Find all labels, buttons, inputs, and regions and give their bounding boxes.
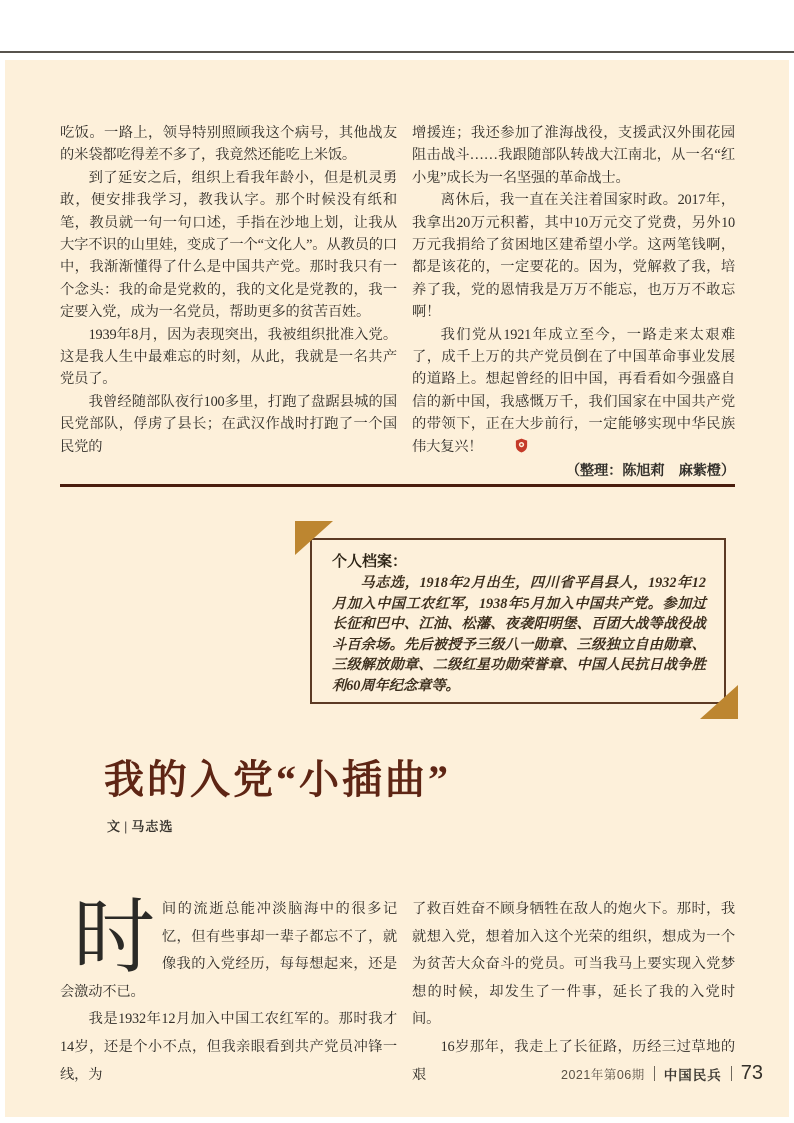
end-of-article-seal-icon	[486, 438, 499, 453]
footer-magazine-name: 中国民兵	[663, 1067, 722, 1083]
byline	[107, 816, 173, 835]
paragraph	[412, 324, 735, 458]
section-divider-rule	[60, 484, 735, 487]
paragraph: 吃饭。一路上，领导特别照顾我这个病号，其他战友的米袋都吃得差不多了，我竟然还能吃上米饭。	[60, 125, 397, 164]
bottom-article-right-column	[412, 896, 735, 1089]
byline-divider: |	[124, 819, 129, 834]
paragraph: 了救百姓奋不顾身牺牲在敌人的炮火下。那时，我就想入党，想着加入这个光荣的组织，想成为一个为贫苦大众奋斗的党员。可当我马上要实现入党梦想的时候，却发生了一件事，延长了我的入党时间。	[412, 901, 735, 1028]
top-article-left-column	[60, 122, 397, 458]
paragraph: 增援连；我还参加了淮海战役，支援武汉外围花园阻击战斗……我跟随部队转战大江南北，从一名“红小鬼”成长为一名坚强的革命战士。	[412, 125, 735, 186]
editor-credit: （整理：陈旭莉 麻紫橙）	[565, 463, 735, 480]
paragraph: 1939年8月，因为表现突出，我被组织批准入党。这是我人生中最难忘的时刻，从此，我就是一名共产党员了。	[60, 326, 397, 388]
paragraph: 离休后，我一直在关注着国家时政。2017年，我拿出20万元积蓄，其中10万元交了党费，另外10万元我捐给了贫困地区建希望小学。这两笔钱啊，都是该花的，一定要花的。因为，党解救了我，培养了我，党的恩情我是万万不能忘，也万万不敢忘啊！	[412, 192, 735, 321]
footer-issue: 2021年第06期	[561, 1067, 645, 1082]
paragraph-text: 我们党从1921年成立至今，一路走来太艰难了，成千上万的共产党员倒在了中国革命事业发展的道路上。想起曾经的旧中国，再看看如今强盛自信的新中国，我感慨万千，我们国家在中国共产党的带领下，正在大步前行，一定能够实现中华民族伟大复兴！	[412, 326, 735, 455]
profile-box-body: 马志选，1918年2月出生，四川省平昌县人，1932年12月加入中国工农红军，1938年5月加入中国共产党。参加过长征和巴中、江油、松藩、夜袭阳明堡、百团大战等战役战斗百余场。先后被授予三级八一勋章、三级独立自由勋章、三级解放勋章、二级红星功勋荣誉章、中国人民抗日战争胜利60周年纪念章等。	[332, 575, 706, 694]
byline-prefix: 文	[107, 819, 122, 834]
page-footer	[561, 1062, 763, 1085]
drop-cap: 时	[73, 892, 155, 983]
footer-page-number: 73	[740, 1062, 763, 1084]
top-rule	[0, 51, 794, 53]
article-title: 我的入党“小插曲”	[104, 757, 451, 802]
paragraph: 我曾经随部队夜行100多里，打跑了盘踞县城的国民党部队，俘虏了县长；在武汉作战时打跑了一个国民党的	[60, 393, 397, 455]
paragraph: 16岁那年，我走上了长征路，历经三过草地的艰	[412, 1038, 735, 1083]
author-name: 马志选	[131, 819, 174, 834]
top-article-right-column	[412, 122, 735, 483]
paragraph: 到了延安之后，组织上看我年龄小，但是机灵勇敢，便安排我学习，教我认字。那个时候没有纸和笔，教员就一句一句口述，手指在沙地上划，让我从大字不识的山里娃，变成了一个“文化人”。从教员的口中，我渐渐懂得了什么是中国共产党。那时我只有一个念头：我的命是党救的，我的文化是党教的，我一定要入党，成为一名党员，帮助更多的贫苦百姓。	[60, 169, 397, 321]
bottom-article-left-column	[60, 892, 397, 1089]
paragraph-text: 间的流逝总能冲淡脑海中的很多记忆，但有些事却一辈子都忘不了，就像我的入党经历，每每想起来，还是会激动不已。	[60, 901, 397, 1000]
paragraph: 我是1932年12月加入中国工农红军的。那时我才14岁，还是个小不点，但我亲眼看到共产党员冲锋一线，为	[60, 1011, 397, 1083]
profile-box-title: 个人档案：	[332, 553, 408, 570]
footer-separator-icon	[654, 1066, 655, 1081]
profile-box	[310, 538, 726, 704]
paragraph	[60, 892, 397, 1006]
footer-separator-icon	[731, 1066, 732, 1081]
